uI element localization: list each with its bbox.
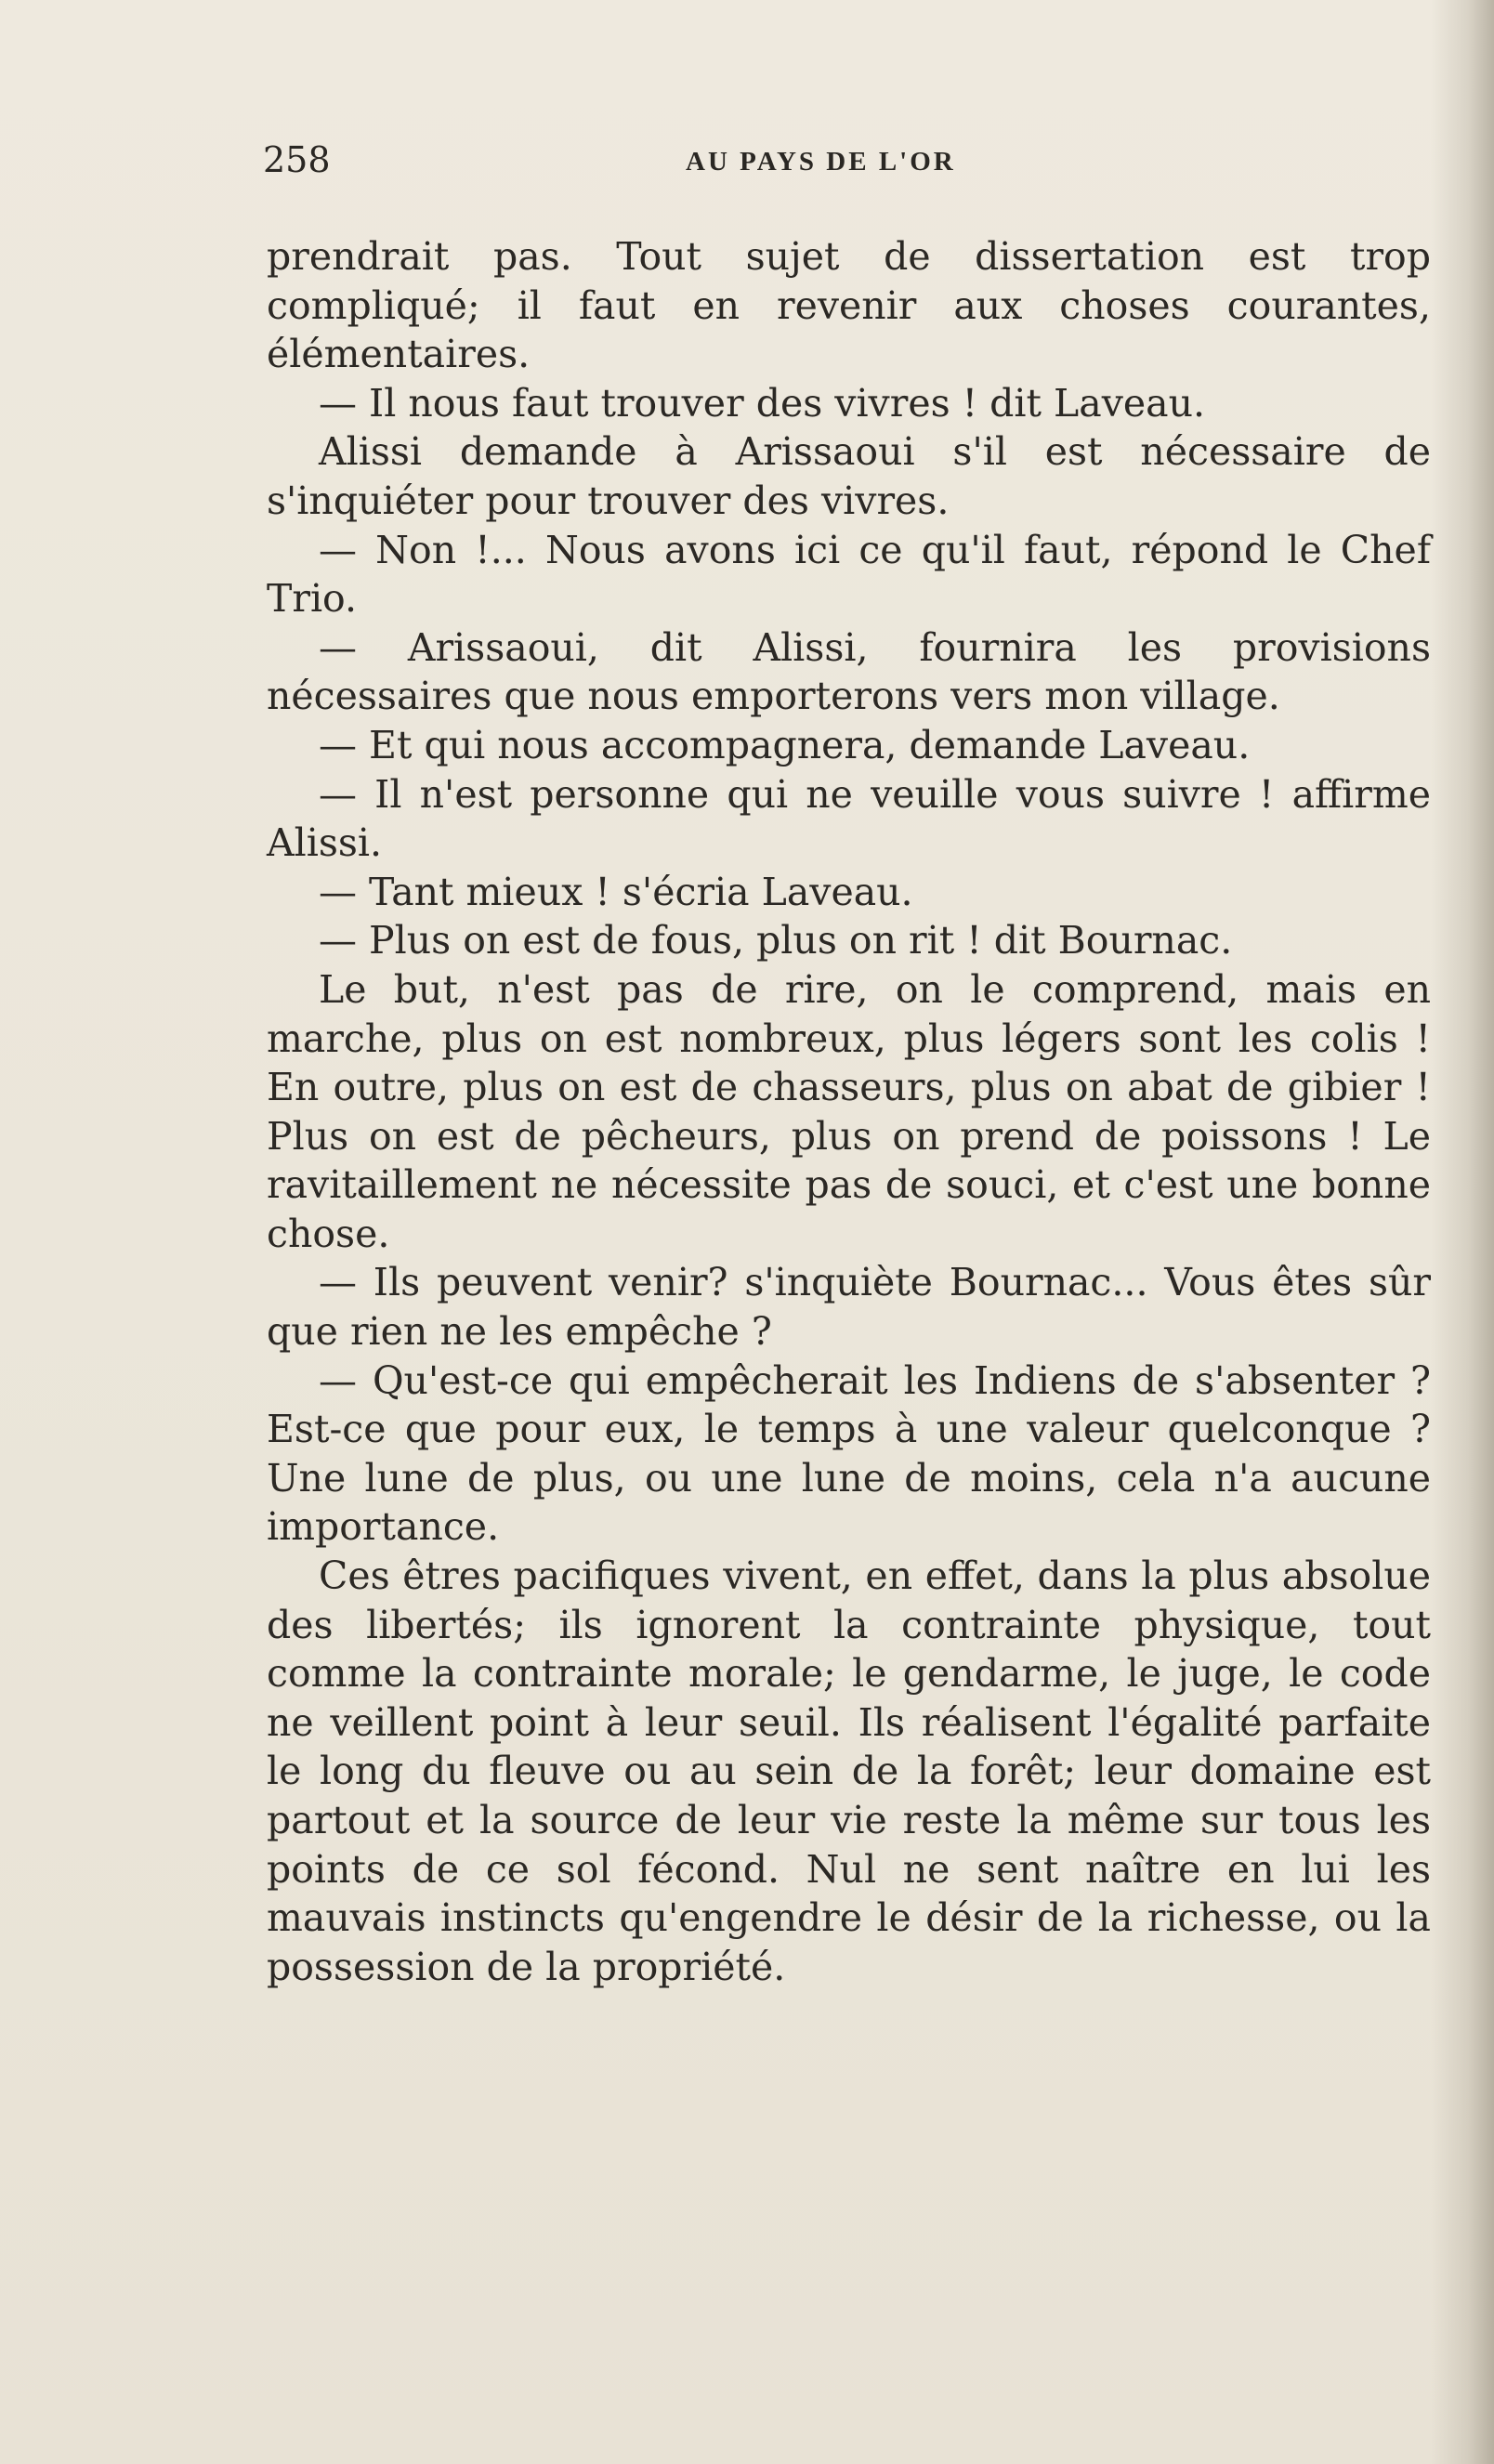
paragraph: — Il nous faut trouver des vivres ! dit Laveau. <box>319 380 1206 426</box>
paragraph: — Qu'est-ce qui empêcherait les Indiens de s'absenter ? Est-ce que pour eux, le temps à une valeur quelconque ? Une lune de plus, ou une lune de moins, cela n'a aucune importance. <box>267 1357 1431 1550</box>
paragraph: — Plus on est de fous, plus on rit ! dit Bournac. <box>319 918 1233 963</box>
paragraph: — Tant mieux ! s'écria Laveau. <box>319 869 913 914</box>
paragraph: — Ils peuvent venir? s'inquiète Bournac... Vous êtes sûr que rien ne les empêche ? <box>267 1260 1431 1355</box>
body-text <box>267 232 1431 1991</box>
paragraph: prendrait pas. Tout sujet de dissertation est trop compliqué; il faut en revenir aux choses courantes, élémentaires. <box>267 234 1431 377</box>
paragraph: — Non !... Nous avons ici ce qu'il faut, répond le Chef Trio. <box>267 527 1431 622</box>
page-number: 258 <box>263 139 331 180</box>
paragraph: Ces êtres pacifiques vivent, en effet, dans la plus absolue des libertés; ils ignorent la contrainte physique, tout comme la contrainte morale; le gendarme, le juge, le code ne veillent point à leur seuil. Ils réalisent l'égalité parfaite le long du fleuve ou au sein de la forêt; leur domaine est partout et la source de leur vie reste la même sur tous les points de ce sol fécond. Nul ne sent naître en lui les mauvais instincts qu'engendre le désir de la richesse, ou la possession de la propriété. <box>267 1553 1431 1989</box>
page-header <box>263 139 1434 195</box>
paragraph: — Arissaoui, dit Alissi, fournira les provisions nécessaires que nous emporterons vers mon village. <box>267 624 1431 719</box>
running-title: AU PAYS DE L'OR <box>686 147 956 177</box>
paragraph: Alissi demande à Arissaoui s'il est nécessaire de s'inquiéter pour trouver des vivres. <box>267 429 1431 523</box>
paragraph: Le but, n'est pas de rire, on le comprend, mais en marche, plus on est nombreux, plus légers sont les colis ! En outre, plus on est de chasseurs, plus on abat de gibier ! Plus on est de pêcheurs, plus on prend de poissons ! Le ravitaillement ne nécessite pas de souci, et c'est une bonne chose. <box>267 966 1431 1256</box>
paragraph: — Et qui nous accompagnera, demande Laveau. <box>319 722 1251 767</box>
paragraph: — Il n'est personne qui ne veuille vous suivre ! affirme Alissi. <box>267 771 1431 866</box>
